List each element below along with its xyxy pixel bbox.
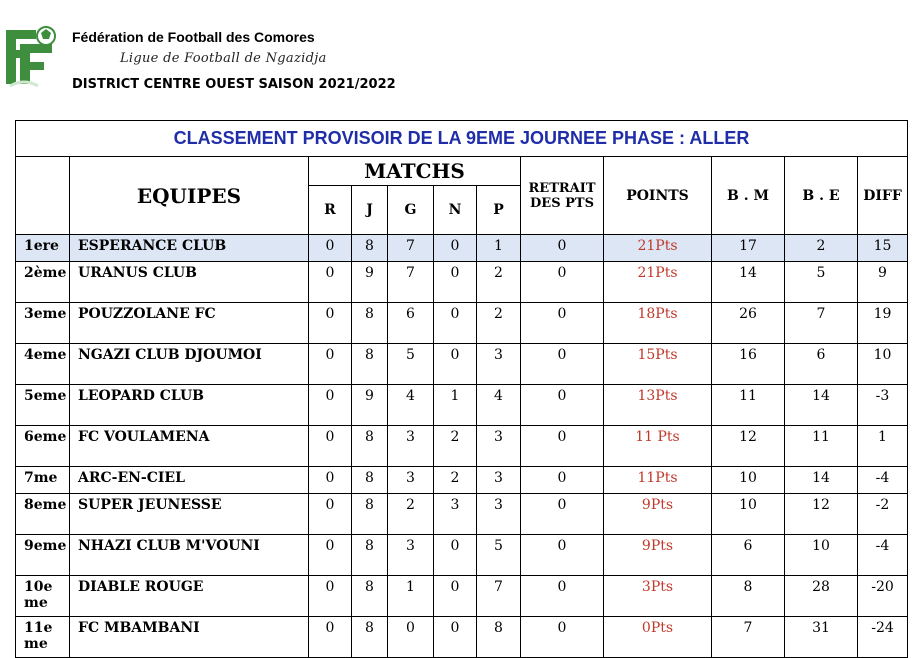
rank-cell: 10eme	[16, 576, 70, 617]
rank-cell: 4eme	[16, 344, 70, 385]
header-p: P	[477, 186, 521, 235]
points-cell: 18Pts	[604, 303, 712, 344]
g-cell: 5	[388, 344, 434, 385]
retrait-cell: 0	[521, 235, 604, 262]
n-cell: 3	[434, 494, 477, 535]
federation-name: Fédération de Football des Comores	[72, 29, 315, 45]
be-cell: 14	[785, 467, 858, 494]
header-matchs: MATCHS	[309, 157, 521, 186]
rank-cell: 9eme	[16, 535, 70, 576]
g-cell: 6	[388, 303, 434, 344]
r-cell: 0	[309, 344, 352, 385]
p-cell: 7	[477, 576, 521, 617]
points-cell: 11 Pts	[604, 426, 712, 467]
team-cell: POUZZOLANE FC	[70, 303, 309, 344]
r-cell: 0	[309, 385, 352, 426]
retrait-cell: 0	[521, 576, 604, 617]
be-cell: 14	[785, 385, 858, 426]
team-cell: ESPERANCE CLUB	[70, 235, 309, 262]
p-cell: 2	[477, 262, 521, 303]
be-cell: 28	[785, 576, 858, 617]
r-cell: 0	[309, 535, 352, 576]
bm-cell: 6	[712, 535, 785, 576]
diff-cell: 10	[858, 344, 908, 385]
header-rank-blank	[16, 157, 70, 235]
j-cell: 9	[352, 385, 388, 426]
diff-cell: -4	[858, 535, 908, 576]
header-retrait: RETRAIT DES PTS	[521, 157, 604, 235]
bm-cell: 8	[712, 576, 785, 617]
be-cell: 5	[785, 262, 858, 303]
team-cell: URANUS CLUB	[70, 262, 309, 303]
n-cell: 0	[434, 576, 477, 617]
be-cell: 10	[785, 535, 858, 576]
table-row	[16, 494, 908, 535]
team-cell: LEOPARD CLUB	[70, 385, 309, 426]
points-cell: 9Pts	[604, 535, 712, 576]
header-g: G	[388, 186, 434, 235]
table-row	[16, 426, 908, 467]
points-cell: 13Pts	[604, 385, 712, 426]
j-cell: 8	[352, 303, 388, 344]
g-cell: 7	[388, 262, 434, 303]
r-cell: 0	[309, 235, 352, 262]
bm-cell: 26	[712, 303, 785, 344]
g-cell: 1	[388, 576, 434, 617]
retrait-cell: 0	[521, 494, 604, 535]
diff-cell: -4	[858, 467, 908, 494]
table-row	[16, 235, 908, 262]
rank-cell: 3eme	[16, 303, 70, 344]
p-cell: 1	[477, 235, 521, 262]
be-cell: 7	[785, 303, 858, 344]
header-equipes: EQUIPES	[70, 157, 309, 235]
rank-cell: 11eme	[16, 617, 70, 658]
g-cell: 0	[388, 617, 434, 658]
p-cell: 5	[477, 535, 521, 576]
diff-cell: 19	[858, 303, 908, 344]
points-cell: 21Pts	[604, 235, 712, 262]
diff-cell: 9	[858, 262, 908, 303]
be-cell: 31	[785, 617, 858, 658]
p-cell: 2	[477, 303, 521, 344]
n-cell: 2	[434, 426, 477, 467]
points-cell: 21Pts	[604, 262, 712, 303]
be-cell: 12	[785, 494, 858, 535]
ligue-name: Ligue de Football de Ngazidja	[120, 51, 327, 66]
n-cell: 0	[434, 303, 477, 344]
bm-cell: 10	[712, 467, 785, 494]
g-cell: 3	[388, 426, 434, 467]
p-cell: 4	[477, 385, 521, 426]
table-row	[16, 617, 908, 658]
n-cell: 0	[434, 262, 477, 303]
points-cell: 3Pts	[604, 576, 712, 617]
points-cell: 0Pts	[604, 617, 712, 658]
n-cell: 1	[434, 385, 477, 426]
table-row	[16, 535, 908, 576]
bm-cell: 7	[712, 617, 785, 658]
g-cell: 4	[388, 385, 434, 426]
rank-cell: 8eme	[16, 494, 70, 535]
table-row	[16, 344, 908, 385]
table-title: CLASSEMENT PROVISOIR DE LA 9EME JOURNEE PHASE : ALLER	[16, 121, 908, 157]
r-cell: 0	[309, 262, 352, 303]
retrait-cell: 0	[521, 535, 604, 576]
diff-cell: -3	[858, 385, 908, 426]
g-cell: 3	[388, 535, 434, 576]
bm-cell: 16	[712, 344, 785, 385]
n-cell: 0	[434, 344, 477, 385]
team-cell: NGAZI CLUB DJOUMOI	[70, 344, 309, 385]
table-row	[16, 303, 908, 344]
team-cell: SUPER JEUNESSE	[70, 494, 309, 535]
diff-cell: -2	[858, 494, 908, 535]
j-cell: 8	[352, 426, 388, 467]
j-cell: 8	[352, 617, 388, 658]
header-j: J	[352, 186, 388, 235]
header-be: B . E	[785, 157, 858, 235]
retrait-cell: 0	[521, 426, 604, 467]
j-cell: 8	[352, 235, 388, 262]
points-cell: 9Pts	[604, 494, 712, 535]
federation-logo	[4, 24, 60, 88]
bm-cell: 14	[712, 262, 785, 303]
j-cell: 8	[352, 494, 388, 535]
team-cell: FC MBAMBANI	[70, 617, 309, 658]
header-r: R	[309, 186, 352, 235]
points-cell: 15Pts	[604, 344, 712, 385]
district-season: DISTRICT CENTRE OUEST SAISON 2021/2022	[72, 77, 396, 92]
r-cell: 0	[309, 494, 352, 535]
retrait-cell: 0	[521, 385, 604, 426]
p-cell: 3	[477, 344, 521, 385]
j-cell: 8	[352, 576, 388, 617]
n-cell: 2	[434, 467, 477, 494]
standings-table	[15, 120, 908, 658]
rank-cell: 5eme	[16, 385, 70, 426]
rank-cell: 1ere	[16, 235, 70, 262]
team-cell: DIABLE ROUGE	[70, 576, 309, 617]
table-row	[16, 467, 908, 494]
n-cell: 0	[434, 617, 477, 658]
table-row	[16, 262, 908, 303]
be-cell: 11	[785, 426, 858, 467]
table-row	[16, 385, 908, 426]
bm-cell: 17	[712, 235, 785, 262]
be-cell: 6	[785, 344, 858, 385]
bm-cell: 11	[712, 385, 785, 426]
retrait-cell: 0	[521, 262, 604, 303]
j-cell: 8	[352, 344, 388, 385]
diff-cell: 15	[858, 235, 908, 262]
points-cell: 11Pts	[604, 467, 712, 494]
team-cell: ARC-EN-CIEL	[70, 467, 309, 494]
g-cell: 7	[388, 235, 434, 262]
header-diff: DIFF	[858, 157, 908, 235]
retrait-cell: 0	[521, 617, 604, 658]
bm-cell: 12	[712, 426, 785, 467]
header-points: POINTS	[604, 157, 712, 235]
rank-cell: 2ème	[16, 262, 70, 303]
diff-cell: -24	[858, 617, 908, 658]
r-cell: 0	[309, 576, 352, 617]
p-cell: 8	[477, 617, 521, 658]
r-cell: 0	[309, 303, 352, 344]
g-cell: 3	[388, 467, 434, 494]
j-cell: 8	[352, 467, 388, 494]
diff-cell: -20	[858, 576, 908, 617]
retrait-cell: 0	[521, 467, 604, 494]
r-cell: 0	[309, 426, 352, 467]
r-cell: 0	[309, 617, 352, 658]
team-cell: FC VOULAMENA	[70, 426, 309, 467]
rank-cell: 6eme	[16, 426, 70, 467]
rank-cell: 7me	[16, 467, 70, 494]
bm-cell: 10	[712, 494, 785, 535]
document-header	[0, 0, 917, 110]
n-cell: 0	[434, 535, 477, 576]
table-row	[16, 576, 908, 617]
r-cell: 0	[309, 467, 352, 494]
header-n: N	[434, 186, 477, 235]
diff-cell: 1	[858, 426, 908, 467]
n-cell: 0	[434, 235, 477, 262]
header-bm: B . M	[712, 157, 785, 235]
p-cell: 3	[477, 494, 521, 535]
retrait-cell: 0	[521, 344, 604, 385]
j-cell: 8	[352, 535, 388, 576]
j-cell: 9	[352, 262, 388, 303]
p-cell: 3	[477, 426, 521, 467]
g-cell: 2	[388, 494, 434, 535]
retrait-cell: 0	[521, 303, 604, 344]
be-cell: 2	[785, 235, 858, 262]
team-cell: NHAZI CLUB M'VOUNI	[70, 535, 309, 576]
p-cell: 3	[477, 467, 521, 494]
